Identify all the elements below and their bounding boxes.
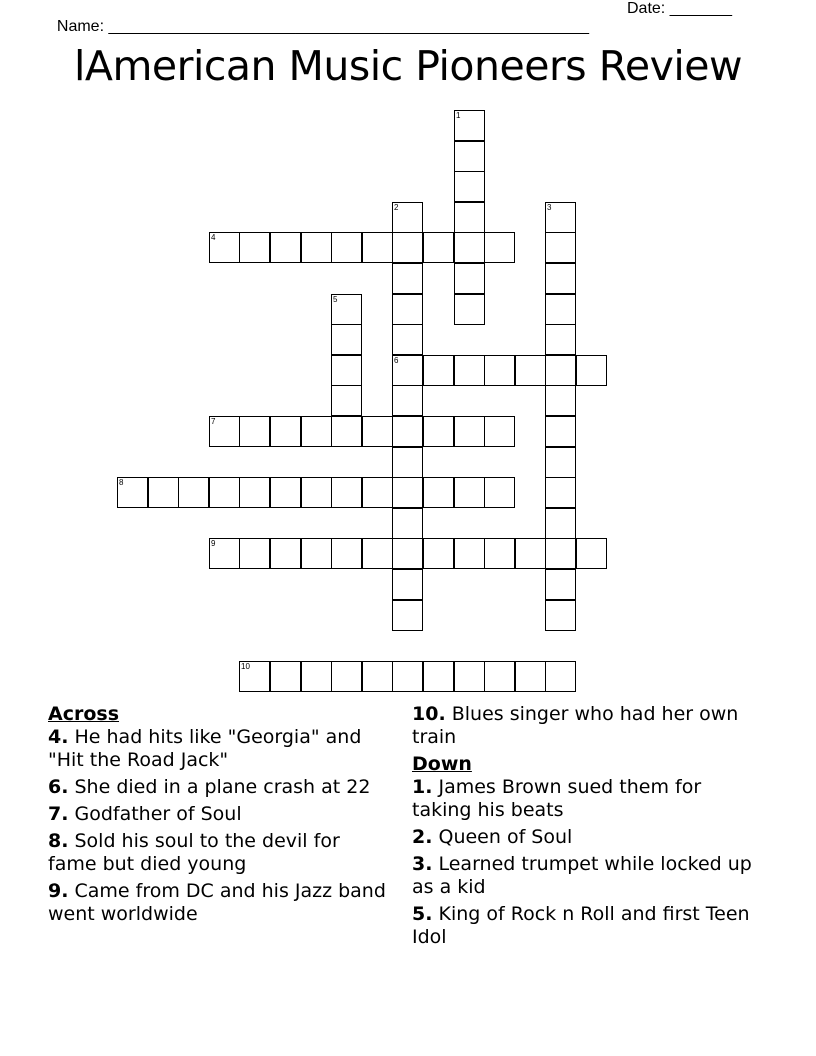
cell-number: 1 [456, 111, 461, 120]
grid-cell[interactable] [270, 661, 301, 692]
grid-cell[interactable] [484, 661, 515, 692]
grid-cell[interactable] [392, 477, 423, 508]
clue-text: King of Rock n Roll and first Teen Idol [412, 903, 750, 948]
grid-cell[interactable] [331, 538, 362, 569]
grid-cell[interactable] [392, 538, 423, 569]
grid-cell[interactable] [392, 232, 423, 263]
grid-cell[interactable] [392, 202, 423, 233]
grid-cell[interactable] [392, 661, 423, 692]
grid-cell[interactable] [117, 477, 148, 508]
cell-number: 8 [119, 478, 124, 487]
grid-cell[interactable] [515, 355, 546, 386]
grid-cell[interactable] [239, 661, 270, 692]
grid-cell[interactable] [392, 447, 423, 478]
grid-cell[interactable] [301, 661, 332, 692]
grid-cell[interactable] [454, 202, 485, 233]
cell-number: 4 [211, 233, 216, 242]
clue-text: Blues singer who had her own train [412, 703, 739, 748]
grid-cell[interactable] [454, 538, 485, 569]
grid-cell[interactable] [270, 538, 301, 569]
grid-cell[interactable] [454, 141, 485, 172]
grid-cell[interactable] [454, 232, 485, 263]
clue-number: 3. [412, 853, 433, 875]
grid-cell[interactable] [362, 538, 393, 569]
cell-number: 3 [547, 203, 552, 212]
grid-cell[interactable] [362, 416, 393, 447]
grid-cell[interactable] [392, 263, 423, 294]
grid-cell[interactable] [545, 202, 576, 233]
grid-cell[interactable] [454, 477, 485, 508]
grid-cell[interactable] [454, 171, 485, 202]
grid-cell[interactable] [209, 232, 240, 263]
grid-cell[interactable] [423, 232, 454, 263]
grid-cell[interactable] [423, 477, 454, 508]
cell-number: 2 [394, 203, 399, 212]
grid-cell[interactable] [331, 232, 362, 263]
page-title: lAmerican Music Pioneers Review [74, 42, 742, 90]
grid-cell[interactable] [301, 477, 332, 508]
grid-cell[interactable] [545, 447, 576, 478]
grid-cell[interactable] [392, 294, 423, 325]
clue-number: 7. [48, 803, 69, 825]
clue-text: Learned trumpet while locked up as a kid [412, 853, 752, 898]
grid-cell[interactable] [515, 538, 546, 569]
cell-number: 9 [211, 539, 216, 548]
grid-cell[interactable] [576, 355, 607, 386]
clue-text: Came from DC and his Jazz band went worldwide [48, 880, 386, 925]
grid-cell[interactable] [301, 538, 332, 569]
grid-cell[interactable] [545, 600, 576, 631]
grid-cell[interactable] [423, 661, 454, 692]
grid-cell[interactable] [484, 538, 515, 569]
grid-cell[interactable] [331, 294, 362, 325]
grid-cell[interactable] [576, 538, 607, 569]
grid-cell[interactable] [392, 324, 423, 355]
grid-cell[interactable] [209, 538, 240, 569]
clue-across-10 [412, 703, 752, 749]
clue-across-4 [48, 726, 388, 772]
grid-cell[interactable] [545, 538, 576, 569]
clue-down-3 [412, 853, 752, 899]
grid-cell[interactable] [545, 661, 576, 692]
grid-cell[interactable] [239, 538, 270, 569]
clue-number: 6. [48, 776, 69, 798]
grid-cell[interactable] [545, 508, 576, 539]
grid-cell[interactable] [545, 324, 576, 355]
grid-cell[interactable] [362, 232, 393, 263]
grid-cell[interactable] [209, 477, 240, 508]
grid-cell[interactable] [545, 355, 576, 386]
grid-cell[interactable] [484, 477, 515, 508]
clues-right-column [412, 703, 752, 953]
grid-cell[interactable] [239, 477, 270, 508]
clue-down-1 [412, 776, 752, 822]
grid-cell[interactable] [148, 477, 179, 508]
clue-text: He had hits like "Georgia" and "Hit the Road Jack" [48, 726, 362, 771]
grid-cell[interactable] [545, 232, 576, 263]
grid-cell[interactable] [239, 232, 270, 263]
grid-cell[interactable] [392, 416, 423, 447]
clue-number: 5. [412, 903, 433, 925]
clue-down-5 [412, 903, 752, 949]
grid-cell[interactable] [270, 232, 301, 263]
grid-cell[interactable] [545, 385, 576, 416]
cell-number: 7 [211, 417, 216, 426]
cell-number: 6 [394, 356, 399, 365]
grid-cell[interactable] [331, 416, 362, 447]
grid-cell[interactable] [545, 263, 576, 294]
grid-cell[interactable] [545, 416, 576, 447]
date-field-label: Date: _______ [627, 0, 732, 17]
across-heading: Across [48, 703, 120, 725]
clue-down-2 [412, 826, 752, 849]
grid-cell[interactable] [484, 416, 515, 447]
clue-text: She died in a plane crash at 22 [68, 776, 371, 798]
grid-cell[interactable] [484, 232, 515, 263]
grid-cell[interactable] [515, 661, 546, 692]
grid-cell[interactable] [545, 294, 576, 325]
grid-cell[interactable] [392, 569, 423, 600]
grid-cell[interactable] [454, 294, 485, 325]
grid-cell[interactable] [270, 416, 301, 447]
name-field-label: Name: ______________________________________________________ [56, 18, 589, 35]
grid-cell[interactable] [392, 355, 423, 386]
clue-number: 9. [48, 880, 69, 902]
clue-across-9 [48, 880, 388, 926]
down-heading: Down [412, 753, 472, 775]
clue-text: Godfather of Soul [68, 803, 242, 825]
clue-across-7 [48, 803, 388, 826]
grid-cell[interactable] [423, 355, 454, 386]
grid-cell[interactable] [423, 416, 454, 447]
clue-across-6 [48, 776, 388, 799]
grid-cell[interactable] [362, 477, 393, 508]
grid-cell[interactable] [301, 416, 332, 447]
grid-cell[interactable] [270, 477, 301, 508]
clue-number: 8. [48, 830, 69, 852]
grid-cell[interactable] [454, 110, 485, 141]
clue-number: 1. [412, 776, 433, 798]
grid-cell[interactable] [331, 477, 362, 508]
grid-cell[interactable] [392, 508, 423, 539]
grid-cell[interactable] [331, 324, 362, 355]
clue-text: James Brown sued them for taking his beats [412, 776, 702, 821]
grid-cell[interactable] [331, 385, 362, 416]
grid-cell[interactable] [301, 232, 332, 263]
grid-cell[interactable] [209, 416, 240, 447]
grid-cell[interactable] [178, 477, 209, 508]
clue-text: Sold his soul to the devil for fame but died young [48, 830, 340, 875]
grid-cell[interactable] [239, 416, 270, 447]
grid-cell[interactable] [454, 416, 485, 447]
grid-cell[interactable] [545, 569, 576, 600]
cell-number: 10 [241, 662, 250, 671]
grid-cell[interactable] [484, 355, 515, 386]
grid-cell[interactable] [331, 355, 362, 386]
grid-cell[interactable] [545, 477, 576, 508]
grid-cell[interactable] [331, 661, 362, 692]
clue-number: 10. [412, 703, 446, 725]
grid-cell[interactable] [362, 661, 393, 692]
grid-cell[interactable] [454, 263, 485, 294]
clues-left-column [48, 703, 388, 930]
grid-cell[interactable] [423, 538, 454, 569]
grid-cell[interactable] [454, 355, 485, 386]
grid-cell[interactable] [392, 600, 423, 631]
clue-across-8 [48, 830, 388, 876]
grid-cell[interactable] [392, 385, 423, 416]
clue-number: 4. [48, 726, 69, 748]
clue-text: Queen of Soul [432, 826, 573, 848]
grid-cell[interactable] [454, 661, 485, 692]
clue-number: 2. [412, 826, 433, 848]
cell-number: 5 [333, 295, 338, 304]
